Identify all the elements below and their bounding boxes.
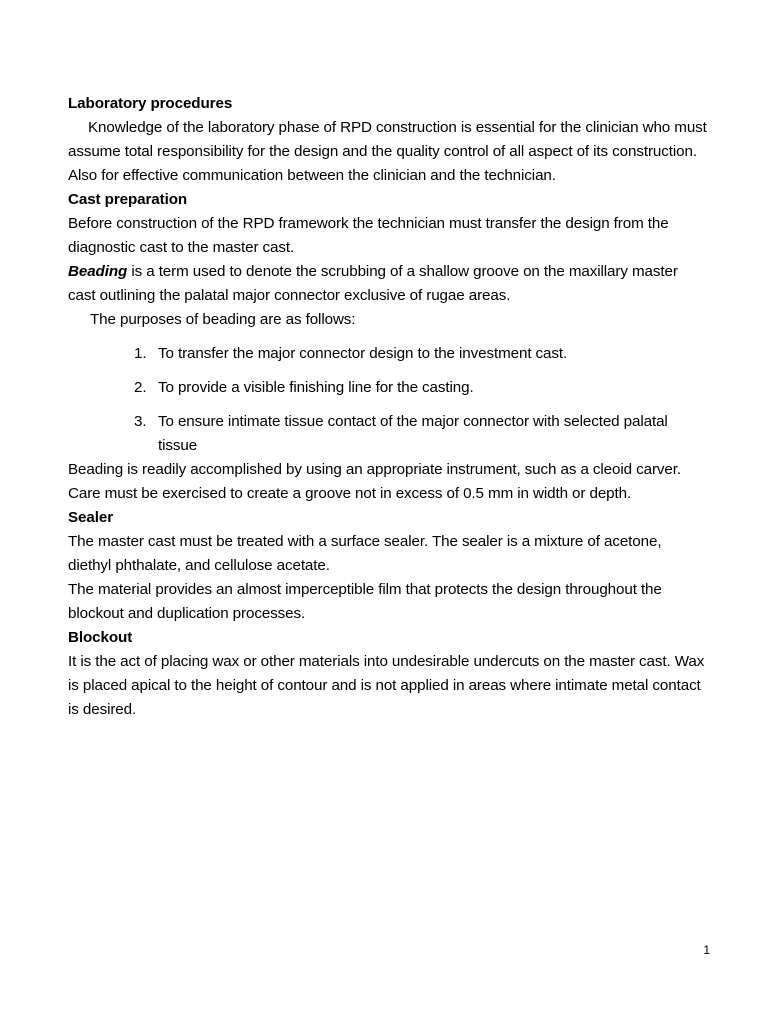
heading-cast-preparation: Cast preparation [68, 191, 188, 208]
page-number: 1 [703, 943, 710, 957]
list-item-number: 1. [134, 345, 147, 362]
page-content [68, 92, 708, 722]
list-item [68, 410, 708, 458]
heading-blockout: Blockout [68, 629, 133, 646]
list-item-number: 3. [134, 413, 147, 430]
paragraph-purposes-intro: The purposes of beading are as follows: [90, 311, 356, 328]
list-item-text: To transfer the major connector design to the investment cast. [158, 345, 568, 362]
heading-laboratory-procedures: Laboratory procedures [68, 95, 233, 112]
beading-term: Beading [68, 263, 128, 280]
paragraph-sealer-mixture: The master cast must be treated with a surface sealer. The sealer is a mixture of acetone, diethyl phthalate, and cellulose acetate. [68, 533, 662, 574]
paragraph-sealer-film: The material provides an almost imperceptible film that protects the design throughout the blockout and duplication processes. [68, 581, 662, 622]
list-item-number: 2. [134, 379, 147, 396]
list-item [68, 376, 708, 400]
list-item [68, 342, 708, 366]
paragraph-knowledge: Knowledge of the laboratory phase of RPD construction is essential for the clinician who must assume total responsibility for the design and the quality control of all aspect of its construction. Also for effective communication between the clinician and the technician. [68, 119, 707, 184]
list-item-text: To ensure intimate tissue contact of the major connector with selected palatal tissue [158, 413, 668, 454]
paragraph-beading-definition [68, 260, 708, 308]
paragraph-before-construction: Before construction of the RPD framework the technician must transfer the design from the diagnostic cast to the master cast. [68, 215, 669, 256]
paragraph-beading-instrument: Beading is readily accomplished by using an appropriate instrument, such as a cleoid carver. Care must be exercised to create a groove not in excess of 0.5 mm in width or depth. [68, 461, 681, 502]
purposes-list [68, 342, 708, 458]
heading-sealer: Sealer [68, 509, 113, 526]
beading-definition-text: is a term used to denote the scrubbing of a shallow groove on the maxillary master cast outlining the palatal major connector exclusive of rugae areas. [68, 263, 678, 304]
list-item-text: To provide a visible finishing line for the casting. [158, 379, 474, 396]
paragraph-blockout: It is the act of placing wax or other materials into undesirable undercuts on the master cast. Wax is placed apical to the height of contour and is not applied in areas where intimate metal contact is desired. [68, 653, 705, 718]
